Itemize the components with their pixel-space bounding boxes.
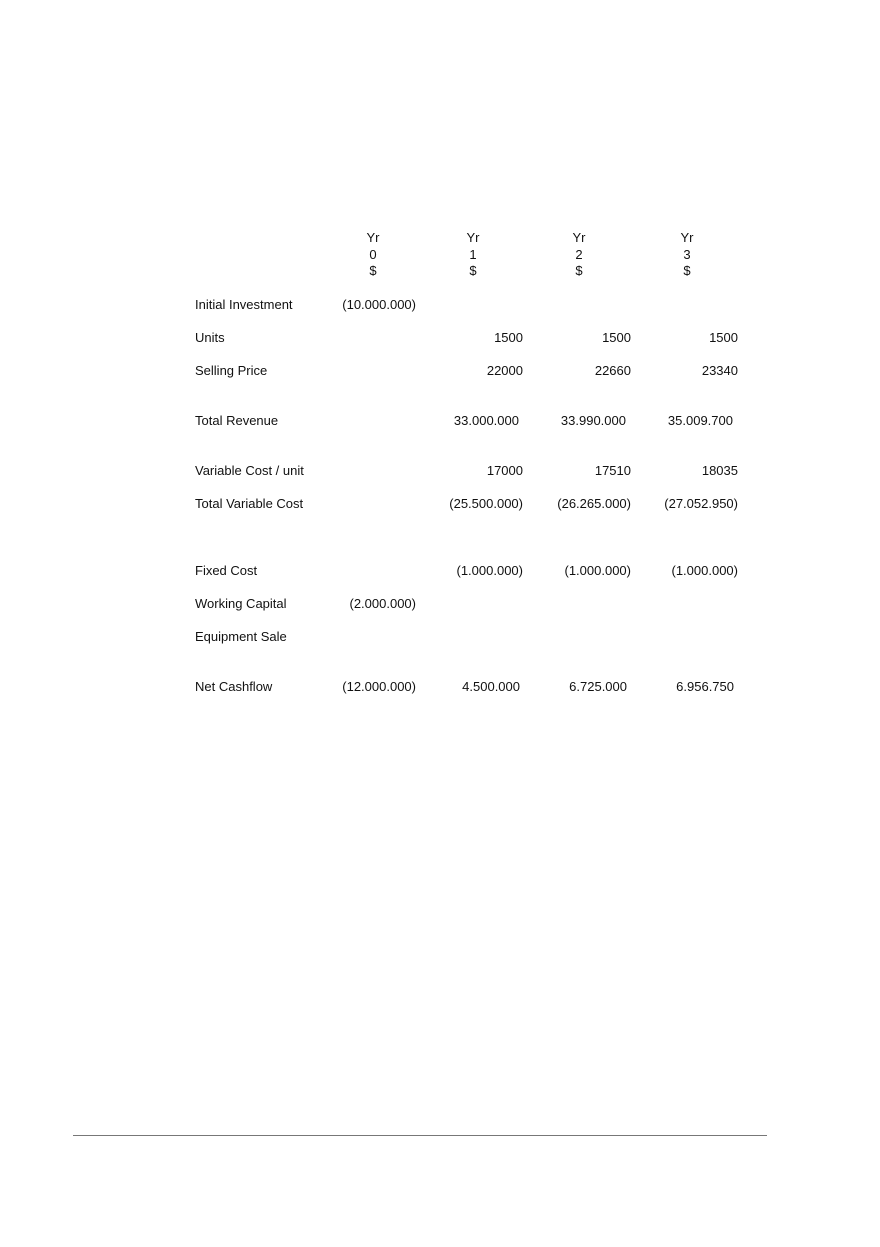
cell-yr0: (2.000.000): [349, 596, 416, 611]
cell-yr1: (1.000.000): [456, 563, 523, 578]
col-header-currency: $: [683, 263, 691, 278]
col-header-yr: Yr: [466, 230, 480, 245]
col-header-year: 2: [575, 247, 583, 262]
col-header-yr: Yr: [680, 230, 694, 245]
cell-yr1: 22000: [486, 363, 523, 378]
col-header-yr: Yr: [572, 230, 586, 245]
footer-divider: [73, 1135, 767, 1136]
cell-yr3: 35.009.700: [667, 413, 733, 428]
cell-yr2: 22660: [594, 363, 631, 378]
col-header-year: 0: [369, 247, 377, 262]
row-label: Units: [195, 330, 225, 345]
cell-yr1: 33.000.000: [453, 413, 519, 428]
cell-yr3: 6.956.750: [676, 679, 734, 694]
cell-yr3: (1.000.000): [671, 563, 738, 578]
cell-yr1: 17000: [486, 463, 523, 478]
row-label: Equipment Sale: [195, 629, 287, 644]
cell-yr0: (12.000.000): [342, 679, 416, 694]
cell-yr3: (27.052.950): [664, 496, 738, 511]
cell-yr2: 1500: [602, 330, 631, 345]
row-label: Working Capital: [195, 596, 287, 611]
col-header-currency: $: [575, 263, 583, 278]
col-header-yr: Yr: [366, 230, 380, 245]
cell-yr3: 1500: [709, 330, 738, 345]
cell-yr2: 6.725.000: [569, 679, 627, 694]
col-header-year: 1: [469, 247, 477, 262]
cell-yr3: 18035: [701, 463, 738, 478]
row-label: Variable Cost / unit: [195, 463, 304, 478]
row-label: Initial Investment: [195, 297, 293, 312]
cell-yr3: 23340: [701, 363, 738, 378]
col-header-year: 3: [683, 247, 691, 262]
cell-yr0: (10.000.000): [342, 297, 416, 312]
col-header-currency: $: [469, 263, 477, 278]
cell-yr2: (26.265.000): [557, 496, 631, 511]
row-label: Net Cashflow: [195, 679, 273, 694]
cell-yr2: 17510: [594, 463, 631, 478]
cell-yr2: (1.000.000): [564, 563, 631, 578]
row-label: Total Variable Cost: [195, 496, 304, 511]
cell-yr1: 4.500.000: [462, 679, 520, 694]
row-label: Fixed Cost: [195, 563, 258, 578]
cell-yr1: (25.500.000): [449, 496, 523, 511]
row-label: Total Revenue: [195, 413, 279, 428]
cell-yr2: 33.990.000: [560, 413, 626, 428]
cell-yr1: 1500: [494, 330, 523, 345]
row-label: Selling Price: [195, 363, 268, 378]
col-header-currency: $: [369, 263, 377, 278]
